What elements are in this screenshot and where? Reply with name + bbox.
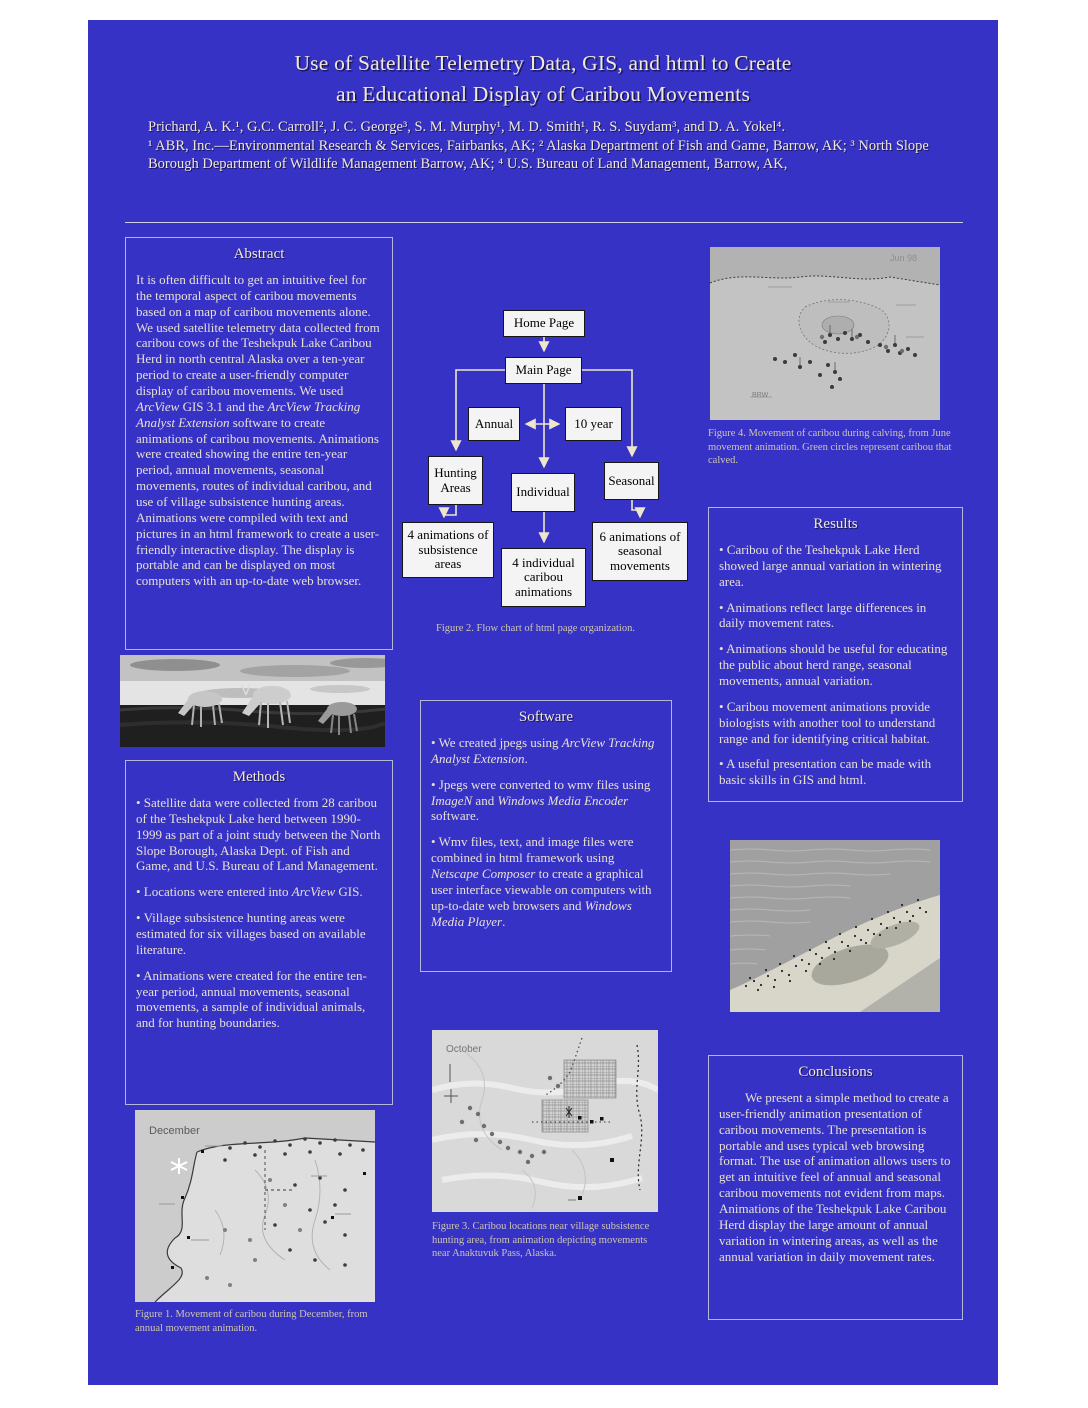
abstract-text: It is often difficult to get an intuitive feel for the temporal aspect of caribou movements based on a map of caribou movements alone. We used satellite telemetry data collected from caribou cows of the Teshekpuk Lake Caribou Herd in north central Alaska over a ten-year period to create a user-friendly computer display of caribou movements. We used ArcView GIS 3.1 and the ArcView Tracking Analyst Extension software to create animations of caribou movements. Animations were created showing the entire ten-year period, annual movements, seasonal movements, routes of individual caribou, and use of village subsistence hunting areas. Animations were compiled with text and pictures in an html framework to create a user-friendly interactive display. The display is portable and can be displayed on most computers with an up-to-date web browser. — [136, 272, 380, 589]
authors: Prichard, A. K.¹, G.C. Carroll², J. C. George³, S. M. Murphy¹, M. D. Smith¹, R. S. Suydam³, and D. A. Yokel⁴. — [148, 119, 786, 135]
aerial-photo-graphic — [730, 840, 940, 1012]
flowchart-node-annual: Annual — [468, 407, 520, 441]
figure1-caption: Figure 1. Movement of caribou during December, from annual movement animation. — [135, 1309, 368, 1334]
results-bullet: • Caribou movement animations provide biologists with another tool to understand range and for identifying critical habitat. — [719, 698, 936, 746]
figure3-map-image — [432, 1030, 658, 1212]
conclusions-heading: Conclusions — [798, 1064, 873, 1080]
flowchart-node-subsistence-animations: 4 animations of subsistence areas — [402, 522, 494, 578]
figure1-map-image — [135, 1110, 375, 1302]
flowchart-node-seasonal: Seasonal — [604, 462, 659, 500]
methods-panel — [125, 760, 393, 1105]
results-bullet: • Animations should be useful for educating the public about herd range, seasonal movements, annual variation. — [719, 641, 948, 689]
software-bullet: • Jpegs were converted to wmv files using ImageN and Windows Media Encoder software. — [431, 776, 651, 824]
flowchart-node-home-page: Home Page — [503, 310, 585, 337]
figure4-caption: Figure 4. Movement of caribou during calving, from June movement animation. Green circles represent caribou that calved. — [708, 428, 952, 467]
flowchart-node-hunting-areas: Hunting Areas — [428, 456, 483, 505]
calving-map-graphic — [710, 247, 940, 420]
conclusions-panel — [708, 1055, 963, 1320]
results-bullet: • Caribou of the Teshekpuk Lake Herd showed large annual variation in wintering area. — [719, 542, 942, 589]
flowchart-node-seasonal-animations: 6 animations of seasonal movements — [592, 522, 688, 581]
flowchart-node-main-page: Main Page — [505, 357, 582, 384]
figure4-map-image — [710, 247, 940, 420]
svg-text:October: October — [446, 1044, 482, 1055]
poster — [88, 20, 998, 1385]
page-title — [88, 48, 998, 109]
svg-text:BRW: BRW — [752, 392, 769, 399]
software-bullet: • Wmv files, text, and image files were combined in html framework using Netscape Composer to create a graphical user interface viewable on computers with up-to-date web browsers and Windows Media Player. — [431, 834, 652, 929]
flowchart-figure — [388, 305, 703, 623]
methods-bullet: • Locations were entered into ArcView GIS. — [136, 884, 363, 900]
svg-text:December: December — [149, 1125, 200, 1137]
software-heading: Software — [518, 709, 574, 725]
title-line-1: Use of Satellite Telemetry Data, GIS, and html to Create — [294, 51, 792, 75]
svg-text:Jun 98: Jun 98 — [890, 253, 918, 263]
flowchart-node-individual-animations: 4 individual caribou animations — [501, 548, 586, 607]
abstract-heading: Abstract — [233, 246, 285, 262]
flowchart-node-10-year: 10 year — [565, 407, 622, 441]
flowchart-node-individual: Individual — [511, 473, 575, 512]
conclusions-text: We present a simple method to create a user-friendly animation presentation of caribou movements. The presentation is portable and uses typical web browsing format. The use of animation allows users to get an intuitive feel of annual and seasonal caribou movements not evident from maps. Animations of the Teshekpuk Lake Caribou Herd display the large amount of annual variation in wintering areas, as well as the annual variation in daily movement rates. — [719, 1090, 951, 1264]
software-panel — [420, 700, 672, 972]
title-line-2: an Educational Display of Caribou Movements — [335, 81, 751, 106]
methods-heading: Methods — [232, 769, 286, 785]
figure3-caption: Figure 3. Caribou locations near village subsistence hunting area, from animation depicting movements near Anaktuvuk Pass, Alaska. — [432, 1221, 650, 1260]
results-bullet: • A useful presentation can be made with basic skills in GIS and html. — [719, 756, 932, 788]
hunting-area-map-graphic — [432, 1030, 658, 1212]
methods-bullet: • Satellite data were collected from 28 caribou of the Teshekpuk Lake herd between 1990-1999 as part of a joint study between the North Slope Borough, Alaska Dept. of Fish and Game, and U.S. Bureau of Land Management. — [136, 795, 381, 874]
header-divider — [125, 222, 963, 223]
methods-bullet: • Animations were created for the entire ten-year period, annual movements, seasonal movements, a sample of individual animals, and for hunting boundaries. — [136, 967, 367, 1031]
december-map-graphic — [135, 1110, 375, 1302]
caribou-herd-aerial-photo — [730, 840, 940, 1012]
abstract-panel — [125, 237, 393, 650]
software-bullet: • We created jpegs using ArcView Tracking Analyst Extension. — [431, 735, 655, 766]
results-panel — [708, 507, 963, 802]
methods-bullet: • Village subsistence hunting areas were estimated for six villages based on available literature. — [136, 910, 366, 957]
byline — [148, 118, 960, 174]
figure2-caption: Figure 2. Flow chart of html page organization. — [436, 623, 635, 634]
affiliations: ¹ ABR, Inc.—Environmental Research & Services, Fairbanks, AK; ² Alaska Department of Fish and Game, Barrow, AK; ³ North Slope Borough Department of Wildlife Management Barrow, AK; ⁴ U.S. Bureau of Land Management, Barrow, AK, — [148, 137, 929, 173]
results-bullet: • Animations reflect large differences in daily movement rates. — [719, 599, 927, 631]
caribou-photo-graphic — [120, 655, 385, 747]
results-heading: Results — [813, 516, 858, 532]
caribou-grazing-photo — [120, 655, 385, 747]
